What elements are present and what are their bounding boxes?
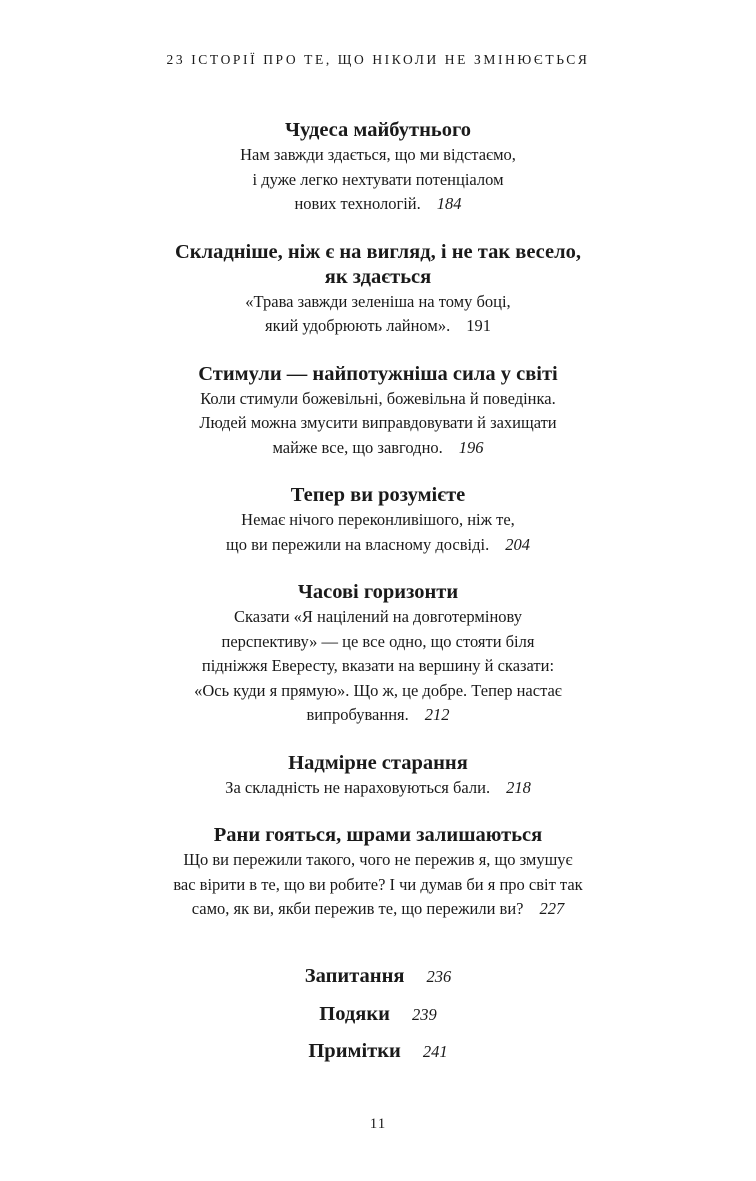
entry-desc-line: Нам завжди здається, що ми відстаємо,	[240, 145, 516, 164]
entry-title-line: як здається	[324, 265, 432, 288]
entry-description	[0, 387, 756, 461]
page-number: 204	[505, 534, 530, 554]
entry-description	[0, 290, 756, 339]
entry-description	[0, 605, 756, 728]
entry-desc-line: «Ось куди я прямую». Що ж, це добре. Тепер настає	[194, 680, 562, 700]
entry-description	[0, 848, 756, 922]
running-head: 23 ІСТОРІЇ ПРО ТЕ, ЩО НІКОЛИ НЕ ЗМІНЮЄТЬСЯ	[166, 52, 590, 67]
toc-entry	[0, 240, 756, 339]
back-matter-item-acknowledgements	[0, 996, 756, 1034]
entry-title-line: Тепер ви розумієте	[290, 484, 466, 506]
entry-desc-text: само, як ви, якби пережив те, що пережили ви?	[191, 899, 524, 918]
entry-description	[0, 508, 756, 557]
toc-entry	[0, 823, 756, 922]
toc-entry	[0, 483, 756, 557]
page-number: 239	[411, 1004, 437, 1024]
back-matter	[0, 958, 756, 1071]
entry-desc-line-last	[0, 897, 756, 922]
entry-desc-line: Коли стимули божевільні, божевільна й поведінка.	[200, 388, 556, 408]
back-matter-item-questions	[0, 958, 756, 996]
entry-desc-text: який удобрюють лайном».	[265, 316, 451, 335]
entry-description	[0, 776, 756, 801]
entry-desc-line: перспективу» — це все одно, що стояти біля	[221, 631, 535, 651]
toc-entry	[0, 751, 756, 801]
page-number: 227	[539, 899, 565, 918]
page-number: 218	[506, 777, 531, 797]
page-number: 196	[458, 437, 484, 457]
entry-desc-line: і дуже легко нехтувати потенціалом	[252, 169, 504, 189]
page-number: 241	[422, 1042, 448, 1061]
entry-title-line: Чудеса майбутнього	[284, 119, 472, 141]
page-number: 236	[426, 967, 452, 986]
entry-title-line: Стимули — найпотужніша сила у світі	[198, 362, 558, 385]
toc-entry	[0, 580, 756, 728]
entry-desc-line: вас вірити в те, що ви робите? І чи думав би я про світ так	[173, 874, 583, 894]
entry-desc-line-last	[0, 703, 756, 728]
page-folio: 11	[369, 1116, 387, 1132]
entry-title	[0, 118, 756, 143]
page-number: 212	[424, 705, 450, 724]
entry-desc-line: Людей можна змусити виправдовувати й захищати	[199, 413, 557, 432]
entry-desc-line-last	[0, 776, 756, 801]
toc-entry	[0, 118, 756, 217]
entry-title-line: Складніше, ніж є на вигляд, і не так весело,	[174, 240, 582, 263]
entry-desc-text: За складність не нараховуються бали.	[225, 777, 491, 797]
entry-desc-text: нових технологій.	[294, 194, 421, 213]
entry-desc-text: майже все, що завгодно.	[272, 437, 443, 457]
back-matter-label: Подяки	[319, 1002, 390, 1025]
entry-desc-line: Що ви пережили такого, чого не пережив я, що змушує	[183, 850, 573, 869]
back-matter-item-notes	[0, 1033, 756, 1071]
entry-title	[0, 751, 756, 776]
page-number: 184	[436, 194, 462, 213]
entry-title	[0, 240, 756, 290]
entry-desc-line: Сказати «Я націлений на довготермінову	[233, 607, 523, 626]
entry-desc-line-last	[0, 192, 756, 217]
entry-title	[0, 823, 756, 848]
entry-title-line: Надмірне старання	[288, 751, 468, 774]
entry-desc-line-last	[0, 533, 756, 558]
entry-title	[0, 362, 756, 387]
entry-desc-text: що ви пережили на власному досвіді.	[226, 534, 490, 554]
entry-desc-line: «Трава завжди зеленіша на тому боці,	[245, 291, 511, 311]
entry-title	[0, 483, 756, 508]
table-of-contents	[0, 118, 756, 945]
page-number: 191	[466, 316, 491, 335]
entry-desc-line: Немає нічого переконливішого, ніж те,	[241, 510, 515, 529]
entry-description	[0, 143, 756, 217]
entry-desc-text: випробування.	[306, 705, 409, 724]
entry-title-line: Часові горизонти	[297, 581, 459, 603]
entry-desc-line-last	[0, 314, 756, 339]
entry-title	[0, 580, 756, 605]
entry-desc-line-last	[0, 436, 756, 461]
toc-entry	[0, 362, 756, 461]
entry-title-line: Рани гояться, шрами залишаються	[213, 824, 543, 846]
back-matter-label: Примітки	[308, 1040, 401, 1062]
entry-desc-line: підніжжя Евересту, вказати на вершину й сказати:	[201, 656, 555, 675]
back-matter-label: Запитання	[304, 965, 405, 987]
